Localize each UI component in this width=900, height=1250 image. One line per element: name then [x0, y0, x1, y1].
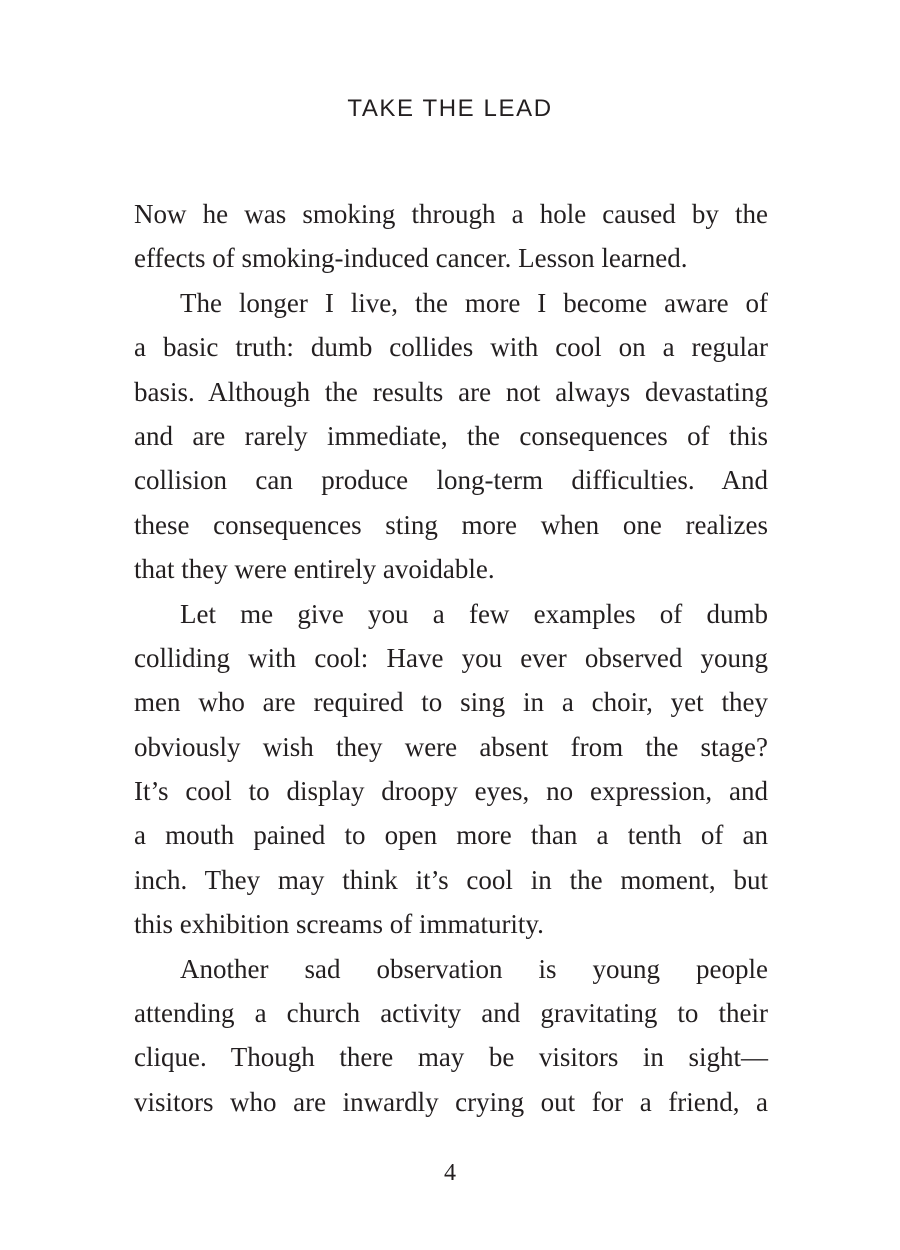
text-line: this exhibition screams of immaturity.	[134, 909, 544, 940]
text-line: collision can produce long-term difficulties. And	[134, 465, 768, 496]
text-line: attending a church activity and gravitating to their	[134, 998, 768, 1029]
text-line: colliding with cool: Have you ever observed young	[134, 642, 768, 673]
text-line: The longer I live, the more I become aware of	[180, 287, 768, 318]
text-line: It’s cool to display droopy eyes, no expression, and	[134, 776, 768, 807]
paragraph-2	[134, 281, 768, 592]
running-head: TAKE THE LEAD	[347, 95, 553, 122]
text-line: basis. Although the results are not always devastating	[134, 376, 768, 407]
text-line: Let me give you a few examples of dumb	[180, 598, 768, 629]
paragraph-3	[134, 592, 768, 947]
text-line: these consequences sting more when one realizes	[134, 509, 768, 540]
text-line: a mouth pained to open more than a tenth of an	[134, 820, 768, 851]
text-line: Another sad observation is young people	[180, 953, 768, 984]
text-line: visitors who are inwardly crying out for a friend, a	[134, 1086, 768, 1117]
text-line: obviously wish they were absent from the stage?	[134, 731, 768, 762]
text-line: that they were entirely avoidable.	[134, 554, 495, 585]
paragraph-4	[134, 947, 768, 1125]
text-line: and are rarely immediate, the consequences of this	[134, 420, 768, 451]
text-line: Now he was smoking through a hole caused by the	[134, 199, 768, 229]
paragraph-1	[134, 192, 768, 281]
text-line: clique. Though there may be visitors in sight—	[134, 1042, 768, 1073]
text-line: inch. They may think it’s cool in the moment, but	[134, 864, 768, 895]
body-text	[134, 192, 768, 1124]
page-number: 4	[444, 1160, 456, 1186]
text-line: a basic truth: dumb collides with cool on a regular	[134, 332, 768, 363]
text-line: effects of smoking-induced cancer. Lesson learned.	[134, 243, 688, 274]
text-line: men who are required to sing in a choir, yet they	[134, 687, 768, 718]
